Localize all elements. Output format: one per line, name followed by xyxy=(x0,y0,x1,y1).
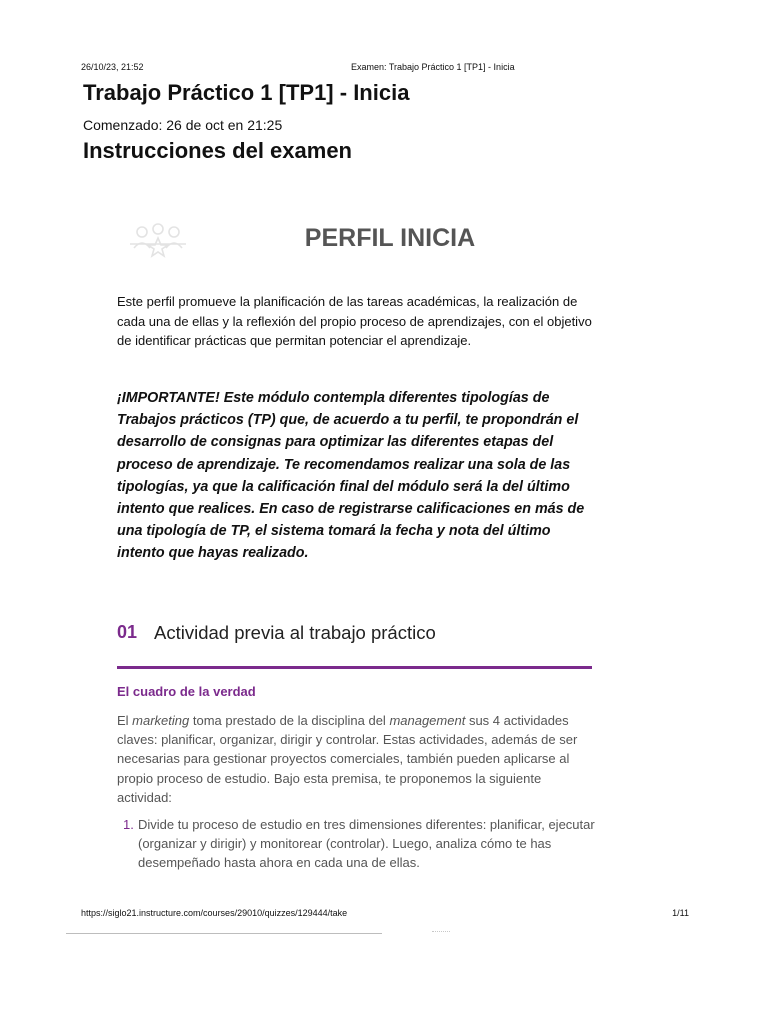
intro-paragraph: Este perfil promueve la planificación de las tareas académicas, la realización de cada una de ellas y la reflexión del propio proceso de aprendizajes, con el objetivo de identificar prácticas que permitan potenciar el aprendizaje. xyxy=(117,294,592,348)
print-date: 26/10/23, 21:52 xyxy=(81,62,144,72)
description-text: El xyxy=(117,713,133,728)
banner-title: PERFIL INICIA xyxy=(304,224,476,252)
activity-header xyxy=(117,622,592,669)
page-divider-dots xyxy=(432,931,450,934)
activity-subheading: El cuadro de la verdad xyxy=(117,684,256,699)
page-divider xyxy=(66,933,382,934)
task-list xyxy=(117,815,597,873)
activity-number: 01 xyxy=(117,622,138,642)
task-item xyxy=(117,815,597,873)
page-title: Trabajo Práctico 1 [TP1] - Inicia xyxy=(83,80,410,105)
activity-title: Actividad previa al trabajo práctico xyxy=(154,622,436,643)
print-header xyxy=(81,62,687,76)
task-number: 1. xyxy=(123,817,134,832)
task-text: Divide tu proceso de estudio en tres dimensiones diferentes: planificar, ejecutar (organizar y dirigir) y monitorear (controlar). Luego, analiza cómo te has desempeñado hasta ahora en cada una de ellas. xyxy=(138,817,595,871)
print-footer xyxy=(81,908,689,922)
started-timestamp: Comenzado: 26 de oct en 21:25 xyxy=(83,117,283,133)
description-emphasis-marketing: marketing xyxy=(132,713,190,728)
important-notice: ¡IMPORTANTE! Este módulo contempla diferentes tipologías de Trabajos prácticos (TP) que, de acuerdo a tu perfil, te propondrán el desarrollo de consignas para optimizar las diferentes etapas del proceso de aprendizaje. Te recomendamos realizar una sola de las tipologías, ya que la calificación final del módulo será la del último intento que realices. En caso de registrarse calificaciones en más de una tipología de TP, el sistema tomará la fecha y nota del último intento que hayas realizado. xyxy=(117,390,585,562)
print-page-number: 1/11 xyxy=(672,908,689,918)
print-document-title: Examen: Trabajo Práctico 1 [TP1] - Inicia xyxy=(351,62,515,72)
print-url: https://siglo21.instructure.com/courses/29010/quizzes/129444/take xyxy=(81,908,348,918)
description-text: toma prestado de la disciplina del xyxy=(189,713,390,728)
description-emphasis-management: management xyxy=(389,713,466,728)
description-text: sus 4 actividades claves: planificar, organizar, dirigir y controlar. Estas actividades, además de ser necesarias para gestionar proyectos comerciales, también pueden aplicarse al propio proceso de estudio. Bajo esta premisa, te proponemos la siguiente actividad: xyxy=(117,713,578,805)
activity-description xyxy=(117,711,597,807)
instructions-heading: Instrucciones del examen xyxy=(83,138,352,163)
